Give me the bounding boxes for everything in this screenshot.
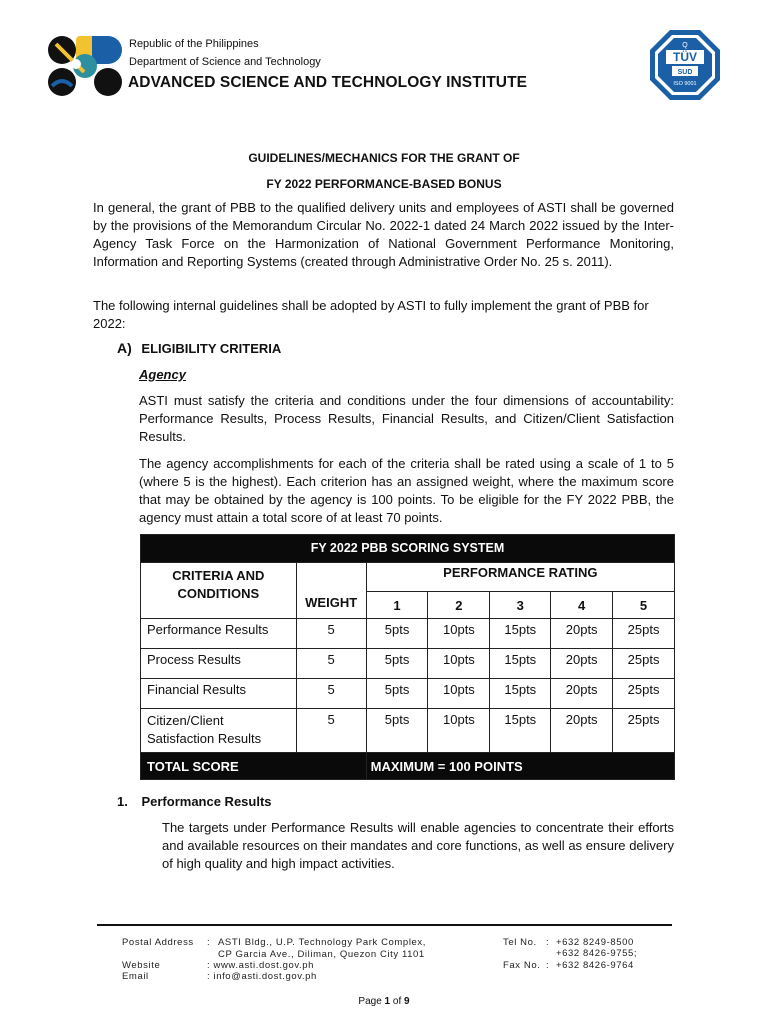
table-row — [141, 649, 675, 679]
row-score: 15pts — [490, 679, 551, 709]
row-score: 20pts — [551, 709, 613, 753]
row-score: 5pts — [366, 619, 428, 649]
row-weight: 5 — [296, 679, 366, 709]
page-total: 9 — [404, 996, 410, 1007]
page-current: 1 — [384, 996, 391, 1007]
rating-header: 4 — [551, 592, 613, 619]
asti-logo — [46, 34, 124, 98]
row-weight: 5 — [296, 619, 366, 649]
tuv-iso-badge — [650, 30, 720, 100]
footer-tel-value2: +632 8426-9755; — [556, 948, 638, 959]
page-of: of — [392, 996, 402, 1007]
section-a-paragraph-2: The agency accomplishments for each of the criteria shall be rated using a scale of 1 to 5 (where 5 is the highest). Each criterion has an assigned weight, where the maximum score that may be obtained by the agency is 100 points. To be eligible for the FY 2022 PBB, the agency must attain a total score of at least 70 points. — [139, 456, 674, 525]
rating-header: 5 — [613, 592, 675, 619]
footer-fax-sep: : — [546, 960, 550, 971]
row-score: 25pts — [613, 679, 675, 709]
row-score: 15pts — [490, 709, 551, 753]
row-criteria: Performance Results — [141, 619, 297, 649]
table-row — [141, 709, 675, 753]
header-department: Department of Science and Technology — [129, 56, 321, 68]
intro-paragraph-1: In general, the grant of PBB to the qualified delivery units and employees of ASTI shall be governed by the provisions of the Memorandum Circular No. 2022-1 dated 24 March 2022 issued by the Inter-Agency Task Force on the Harmonization of National Government Performance Monitoring, Information and Reporting Systems (created through Administrative Order No. 25 s. 2011). — [93, 200, 674, 269]
footer-website-link[interactable]: : www.asti.dost.gov.ph — [207, 960, 315, 971]
section-a-letter: A) — [117, 340, 132, 356]
rating-header: 3 — [490, 592, 551, 619]
row-score: 10pts — [428, 619, 490, 649]
row-score: 25pts — [613, 619, 675, 649]
row-score: 5pts — [366, 649, 428, 679]
footer-tel-sep: : — [546, 937, 550, 948]
doc-title-line1: GUIDELINES/MECHANICS FOR THE GRANT OF — [248, 151, 520, 165]
table-row — [141, 619, 675, 649]
row-score: 20pts — [551, 679, 613, 709]
col-header-criteria: CRITERIA AND CONDITIONS — [141, 563, 297, 619]
rating-header: 1 — [366, 592, 428, 619]
row-score: 15pts — [490, 619, 551, 649]
footer-tel-label: Tel No. — [503, 937, 537, 948]
tuv-iso: ISO 9001 — [673, 81, 697, 87]
footer-postal-line1: ASTI Bldg., U.P. Technology Park Complex, — [218, 937, 427, 948]
row-weight: 5 — [296, 649, 366, 679]
row-weight: 5 — [296, 709, 366, 753]
row-criteria: Citizen/Client Satisfaction Results — [141, 709, 297, 753]
row-score: 10pts — [428, 709, 490, 753]
section-1-title: Performance Results — [141, 794, 272, 809]
header-institute: ADVANCED SCIENCE AND TECHNOLOGY INSTITUTE — [128, 74, 528, 91]
page-number — [0, 996, 768, 1007]
footer-fax-value: +632 8426-9764 — [556, 960, 634, 971]
page-prefix: Page — [358, 996, 382, 1007]
section-a-subtitle: Agency — [139, 367, 186, 382]
tuv-q: Q — [682, 42, 688, 49]
rating-header: 2 — [428, 592, 490, 619]
doc-title-line2: FY 2022 PERFORMANCE-BASED BONUS — [266, 177, 502, 191]
footer-fax-label: Fax No. — [503, 960, 541, 971]
section-1-heading — [117, 794, 272, 809]
footer-postal-sep: : — [207, 937, 211, 948]
section-a-heading — [117, 340, 281, 356]
section-a-paragraph-1: ASTI must satisfy the criteria and conditions under the four dimensions of accountability: Performance Results, Process Results, Financial Results, and Citizen/Client Satisfaction Results. — [139, 393, 674, 444]
row-score: 25pts — [613, 709, 675, 753]
footer-tel-value1: +632 8249-8500 — [556, 937, 634, 948]
row-score: 5pts — [366, 679, 428, 709]
footer-email-link[interactable]: : info@asti.dost.gov.ph — [207, 971, 317, 982]
row-score: 5pts — [366, 709, 428, 753]
header-country: Republic of the Philippines — [129, 38, 259, 50]
footer-website-label: Website — [122, 960, 161, 971]
row-score: 15pts — [490, 649, 551, 679]
col-header-rating: PERFORMANCE RATING — [366, 563, 674, 592]
row-score: 20pts — [551, 619, 613, 649]
pbb-scoring-table — [140, 534, 675, 780]
tuv-sub: SUD — [677, 69, 693, 76]
col-header-weight: WEIGHT — [296, 563, 366, 619]
footer-divider — [97, 924, 672, 926]
row-score: 10pts — [428, 649, 490, 679]
section-1-paragraph: The targets under Performance Results will enable agencies to concentrate their efforts and available resources on their mandates and core functions, as well as ensure delivery of high quality and high impact activities. — [162, 820, 674, 871]
table-total-row — [141, 753, 675, 780]
section-1-number: 1. — [117, 794, 128, 809]
total-value: MAXIMUM = 100 POINTS — [366, 753, 674, 780]
table-title: FY 2022 PBB SCORING SYSTEM — [141, 535, 675, 563]
intro-paragraph-2: The following internal guidelines shall be adopted by ASTI to fully implement the grant of PBB for 2022: — [93, 298, 649, 331]
row-score: 20pts — [551, 649, 613, 679]
row-criteria: Process Results — [141, 649, 297, 679]
footer-postal-label: Postal Address — [122, 937, 194, 948]
table-row — [141, 679, 675, 709]
row-score: 10pts — [428, 679, 490, 709]
tuv-brand: TÜV — [673, 50, 697, 64]
row-score: 25pts — [613, 649, 675, 679]
section-a-title: ELIGIBILITY CRITERIA — [141, 341, 282, 356]
footer-postal-line2: CP Garcia Ave., Diliman, Quezon City 1101 — [218, 949, 425, 960]
footer-email-label: Email — [122, 971, 149, 982]
total-label: TOTAL SCORE — [141, 753, 367, 780]
row-criteria: Financial Results — [141, 679, 297, 709]
